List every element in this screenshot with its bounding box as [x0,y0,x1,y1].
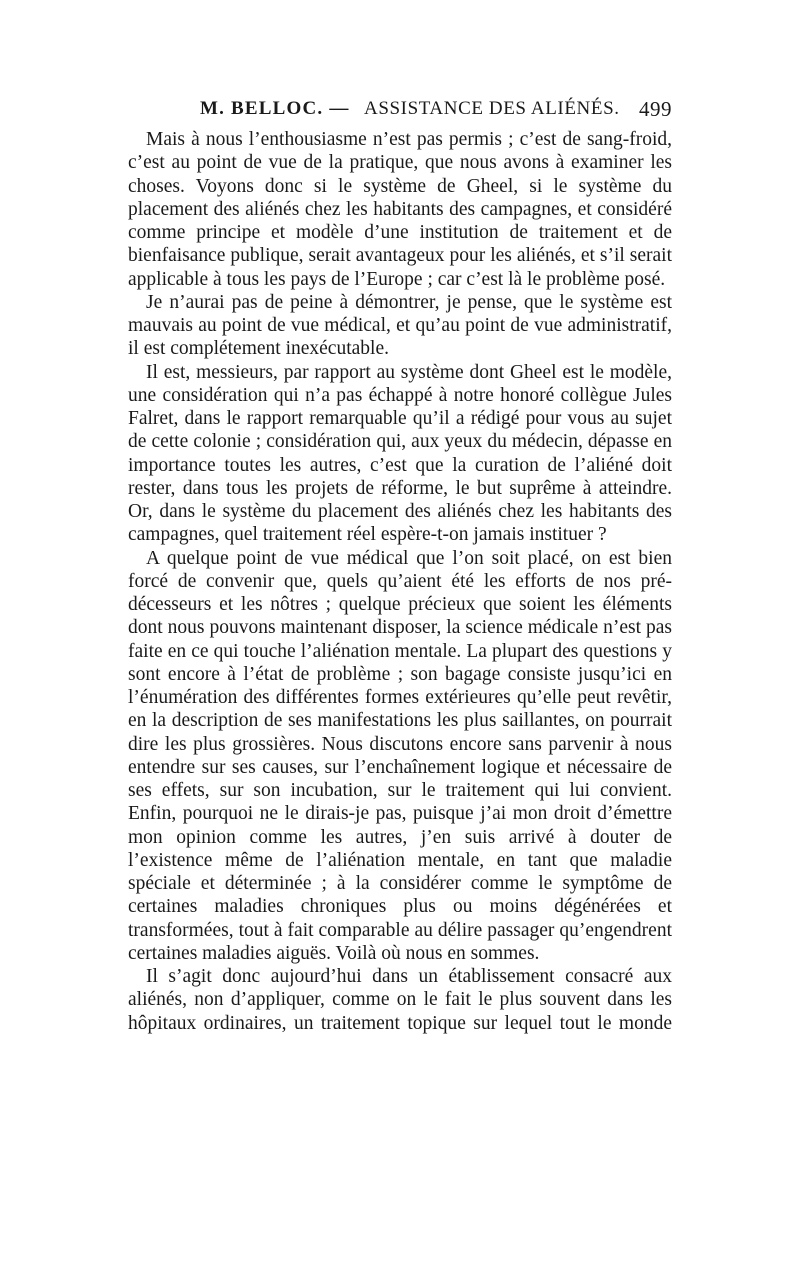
running-head-author: M. BELLOC. — [200,98,350,119]
running-head-title: ASSISTANCE DES ALIÉNÉS. [364,98,620,119]
paragraph-4: A quelque point de vue médical que l’on soit placé, on est bien forcé de convenir que, quels qu’aient été les efforts de nos prédécesseurs et les nôtres ; quelque précieux que soient les éléments dont nous pouvons maintenant disposer, la science médicale n’est pas faite en ce qui touche l’aliénation mentale. La plupart des questions y sont encore à l’état de problème ; son bagage consiste jusqu’ici en l’énumération des différentes formes extérieures qu’elle peut revêtir, en la description de ses manifestations les plus saillantes, on pourrait dire les plus grossières. Nous discutons encore sans parvenir à nous entendre sur ses causes, sur l’enchaînement logique et nécessaire de ses effets, sur son incubation, sur le traitement qui lui convient. Enfin, pourquoi ne le dirais-je pas, puisque j’ai mon droit d’émettre mon opinion comme les autres, j’en suis arrivé à douter de l’existence même de l’aliénation mentale, en tant que maladie spéciale et déterminée ; à la considérer comme le symptôme de certaines maladies chroniques plus ou moins dégénérées et transformées, tout à fait comparable au délire passager qu’engendrent certaines maladies aiguës. Voilà où nous en sommes. [128,547,672,964]
paragraph-3: Il est, messieurs, par rapport au système dont Gheel est le modèle, une considération qui n’a pas échappé à notre honoré collègue Jules Falret, dans le rapport remarquable qu’il a rédigé pour vous au sujet de cette colonie ; considération qui, aux yeux du médecin, dépasse en importance toutes les autres, c’est que la curation de l’aliéné doit rester, dans tous les projets de réforme, le but suprême à atteindre. Or, dans le système du placement des aliénés chez les habitants des campagnes, quel traitement réel espère-t-on jamais instituer ? [128,361,672,546]
paragraph-2: Je n’aurai pas de peine à démontrer, je pense, que le système est mauvais au point de vue médical, et qu’au point de vue administratif, il est complétement inexécutable. [128,291,672,360]
running-head [128,94,672,124]
page-number: 499 [639,97,672,121]
paragraph-5: Il s’agit donc aujourd’hui dans un établissement consacré aux aliénés, non d’appliquer, comme on le fait le plus souvent dans les hôpitaux ordinaires, un traitement topique sur lequel tout le monde [128,966,672,1034]
paragraph-1: Mais à nous l’enthousiasme n’est pas permis ; c’est de sang-froid, c’est au point de vue de la pratique, que nous avons à examiner les choses. Voyons donc si le système de Gheel, si le système du placement des aliénés chez les habitants des campagnes, et considéré comme principe et modèle d’une institution de traitement et de bienfaisance publique, serait avantageux pour les aliénés, et s’il serait applicable à tous les pays de l’Europe ; car c’est là le problème posé. [128,129,672,290]
body-text [128,128,672,1035]
